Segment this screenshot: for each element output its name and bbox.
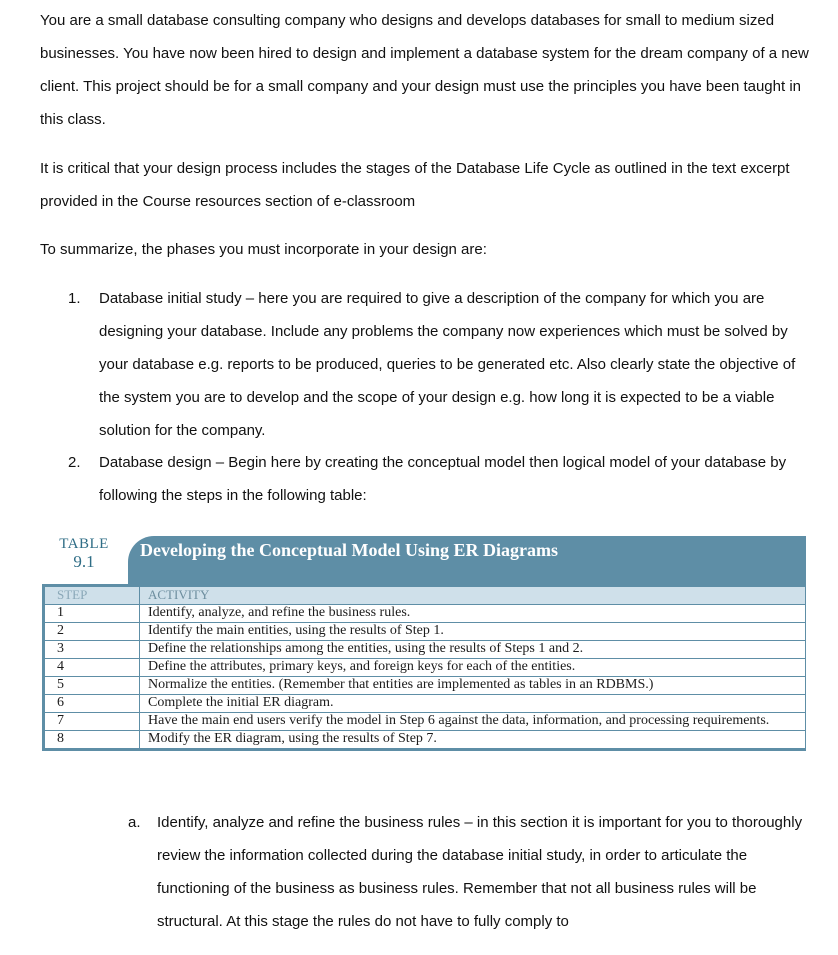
activity-cell: Normalize the entities. (Remember that entities are implemented as tables in an RDBMS.) [140,677,806,695]
table-row [45,623,806,641]
step-cell: 3 [45,641,140,659]
phase-number: 1. [68,290,81,307]
activity-cell: Modify the ER diagram, using the results of Step 7. [140,731,806,749]
table-row [45,605,806,623]
substep-letter: a. [128,814,141,831]
phase-number: 2. [68,454,81,471]
table-row [45,677,806,695]
phase-list-1 [68,282,808,447]
activity-cell: Complete the initial ER diagram. [140,695,806,713]
activity-cell: Identify, analyze, and refine the business rules. [140,605,806,623]
table-header-row [45,587,806,605]
table-label-word: TABLE [59,536,109,552]
substep-item-a [128,806,818,938]
table-body [42,584,806,751]
summary-paragraph: To summarize, the phases you must incorporate in your design are: [40,241,487,258]
critical-paragraph: It is critical that your design process includes the stages of the Database Life Cycle as outlined in the text excerpt provided in the Course resources section of e-classroom [40,160,790,210]
step-cell: 2 [45,623,140,641]
step-cell: 4 [45,659,140,677]
phase-list-2 [68,446,808,512]
phase-text: Database design – Begin here by creating the conceptual model then logical model of your database by following the steps in the following table: [99,454,787,504]
step-column-header: STEP [45,587,140,605]
table-title-bar [128,536,806,584]
phase-item-1 [68,282,808,447]
steps-grid [44,586,806,749]
activity-cell: Have the main end users verify the model in Step 6 against the data, information, and processing requirements. [140,713,806,731]
activity-cell: Identify the main entities, using the results of Step 1. [140,623,806,641]
step-cell: 7 [45,713,140,731]
substep-text: Identify, analyze and refine the business rules – in this section it is important for you to thoroughly review the information collected during the database initial study, in order to articulate the functioning of the business as business rules. Remember that not all business rules will be structural. At this stage the rules do not have to fully comply to [157,814,803,930]
step-cell: 1 [45,605,140,623]
substep-list [128,806,818,938]
intro-paragraph: You are a small database consulting company who designs and develops databases for small to medium sized businesses. You have now been hired to design and implement a database system for the dream company of a new client. This project should be for a small company and your design must use the principles you have been taught in this class. [40,12,809,128]
step-cell: 5 [45,677,140,695]
table-label [40,532,128,584]
table-row [45,731,806,749]
activity-cell: Define the relationships among the entities, using the results of Steps 1 and 2. [140,641,806,659]
step-cell: 6 [45,695,140,713]
table-label-number: 9.1 [73,552,95,571]
table-9-1 [40,532,806,787]
activity-column-header: ACTIVITY [140,587,806,605]
step-cell: 8 [45,731,140,749]
phase-item-2 [68,446,808,512]
table-row [45,713,806,731]
table-row [45,659,806,677]
phase-text: Database initial study – here you are required to give a description of the company for which you are designing your database. Include any problems the company now experiences which must be solved by your database e.g. reports to be produced, queries to be generated etc. Also clearly state the objective of the system you are to develop and the scope of your design e.g. how long it is expected to be a viable solution for the company. [99,290,796,439]
table-row [45,641,806,659]
activity-cell: Define the attributes, primary keys, and foreign keys for each of the entities. [140,659,806,677]
table-title: Developing the Conceptual Model Using ER Diagrams [140,540,558,560]
table-row [45,695,806,713]
